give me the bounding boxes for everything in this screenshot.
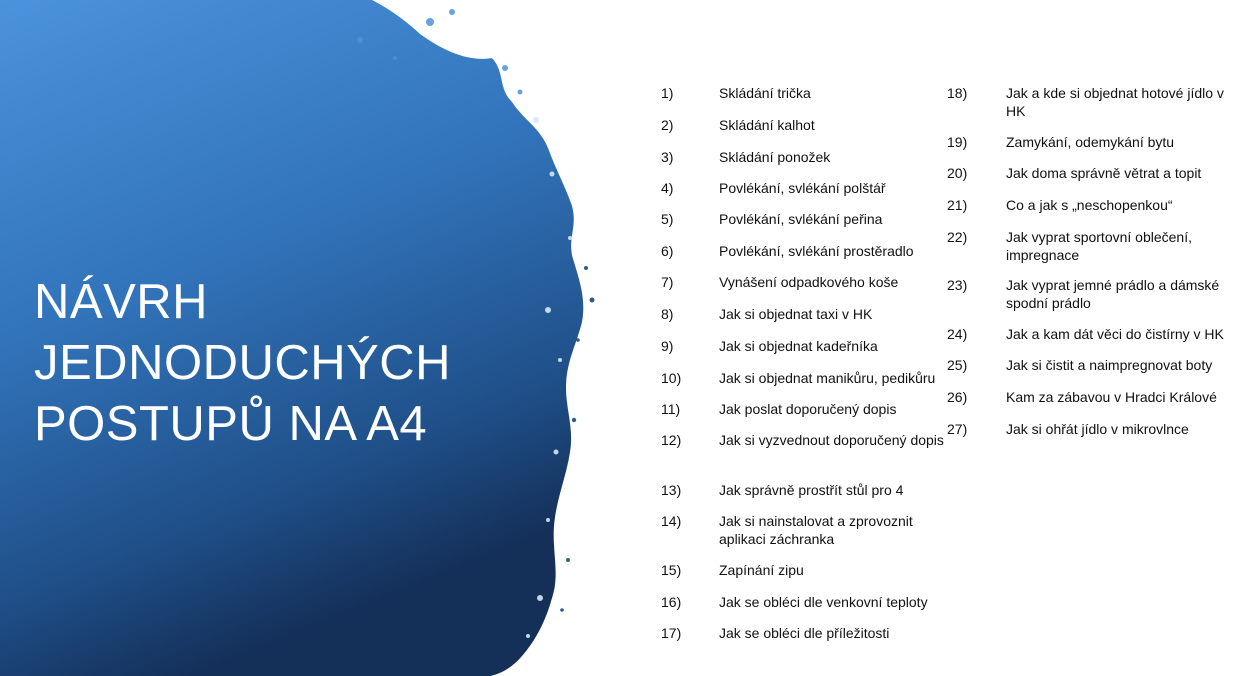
item-label: Jak se obléci dle příležitosti [719,625,890,641]
item-label: Jak si objednat taxi v HK [719,306,873,322]
item-number: 7) [661,274,674,290]
item-number: 18) [947,85,968,101]
item-label: Jak vyprat jemné prádlo a dámské spodní prádlo [1006,277,1220,311]
item-label: Jak si vyzvednout doporučený dopis [719,432,944,448]
item-label: Zamykání, odemykání bytu [1006,134,1175,150]
item-label: Povlékání, svlékání polštář [719,180,886,196]
title-line: JEDNODUCHÝCH [34,336,452,390]
item-number: 2) [661,117,674,133]
item-label: Jak správně prostřít stůl pro 4 [719,482,904,498]
item-label: Povlékání, svlékání peřina [719,211,883,227]
title-line: POSTUPŮ NA A4 [34,397,428,451]
item-number: 5) [661,211,674,227]
item-label: Jak si čistit a naimpregnovat boty [1006,357,1213,373]
item-number: 4) [661,180,674,196]
item-label: Zapínání zipu [719,562,804,578]
item-number: 6) [661,243,674,259]
item-number: 9) [661,338,674,354]
item-number: 20) [947,165,968,181]
item-number: 21) [947,197,968,213]
item-number: 14) [661,513,682,529]
item-number: 23) [947,277,968,293]
item-number: 3) [661,149,674,165]
item-number: 10) [661,370,682,386]
item-number: 24) [947,326,968,342]
item-number: 25) [947,357,968,373]
item-label: Vynášení odpadkového koše [719,274,899,290]
item-label: Skládání ponožek [719,149,831,165]
item-number: 11) [661,401,681,417]
item-number: 17) [661,625,682,641]
item-label: Skládání kalhot [719,117,815,133]
item-label: Jak doma správně větrat a topit [1006,165,1202,181]
title-line: NÁVRH [34,275,209,329]
item-number: 13) [661,482,682,498]
item-label: Jak si ohřát jídlo v mikrovlnce [1006,421,1189,437]
item-number: 27) [947,421,968,437]
slide-title [34,272,554,455]
item-label: Co a jak s „neschopenkou“ [1006,197,1173,213]
item-number: 8) [661,306,674,322]
item-label: Jak a kam dát věci do čistírny v HK [1006,326,1224,342]
item-label: Jak se obléci dle venkovní teploty [719,594,928,610]
item-number: 15) [661,562,682,578]
item-label: Jak si objednat kadeřníka [719,338,878,354]
item-label: Jak si nainstalovat a zprovoznit aplikaci záchranka [719,513,913,547]
item-label: Kam za zábavou v Hradci Králové [1006,389,1217,405]
item-number: 1) [661,85,674,101]
item-number: 16) [661,594,682,610]
item-number: 19) [947,134,968,150]
item-number: 22) [947,229,968,245]
item-label: Jak si objednat manikůru, pedikůru [719,370,936,386]
item-label: Jak poslat doporučený dopis [719,401,897,417]
item-number: 26) [947,389,968,405]
item-label: Jak a kde si objednat hotové jídlo v HK [1006,85,1224,119]
item-number: 12) [661,432,682,448]
item-label: Skládání trička [719,85,811,101]
item-label: Povlékání, svlékání prostěradlo [719,243,914,259]
item-label: Jak vyprat sportovní oblečení, impregnace [1006,229,1192,263]
